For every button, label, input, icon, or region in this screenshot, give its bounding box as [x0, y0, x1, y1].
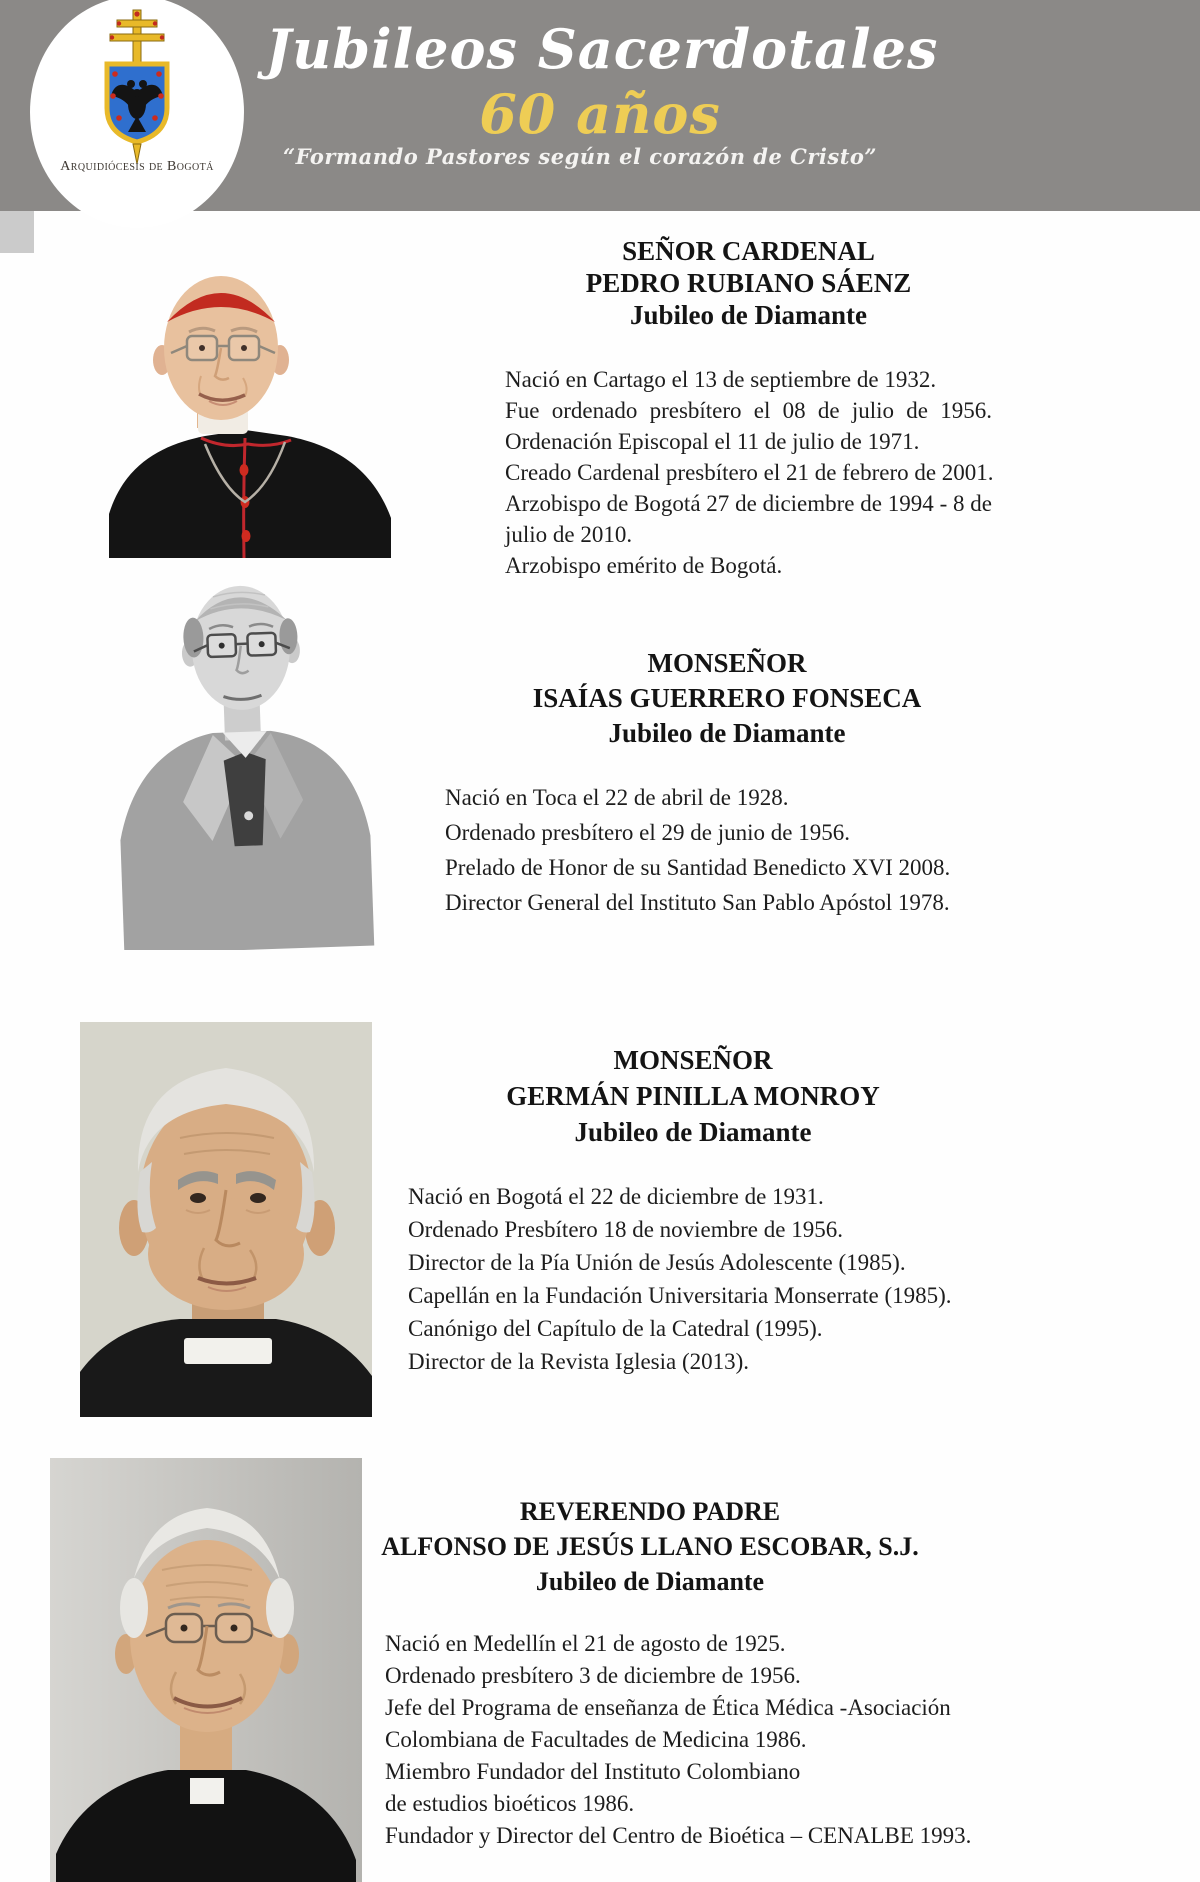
page-quote: “Formando Pastores según el corazón de Cristo” [283, 144, 877, 169]
bio-line: Fundador y Director del Centro de Bioética – CENALBE 1993. [385, 1823, 972, 1848]
bio-line: Director de la Pía Unión de Jesús Adolescente (1985). [408, 1250, 906, 1275]
title-line: MONSEÑOR [647, 648, 807, 678]
title-line: Jubileo de Diamante [608, 718, 846, 748]
bio-line: Prelado de Honor de su Santidad Benedicto XVI 2008. [445, 855, 951, 880]
photo-german-pinilla-monroy [80, 1022, 372, 1417]
bio-line: Fue ordenado presbítero el 08 de julio de 1956. [505, 398, 992, 423]
corner-accent [0, 211, 34, 253]
title-line: Jubileo de Diamante [629, 300, 867, 330]
section-title [467, 646, 987, 751]
title-line: GERMÁN PINILLA MONROY [506, 1081, 880, 1111]
title-line: REVERENDO PADRE [519, 1497, 781, 1526]
bio-line: Arzobispo de Bogotá 27 de diciembre de 1994 - 8 de [505, 491, 992, 516]
title-line: Jubileo de Diamante [574, 1117, 812, 1147]
bio-line: Miembro Fundador del Instituto Colombiano [385, 1759, 801, 1784]
bio-line: Capellán en la Fundación Universitaria Monserrate (1985). [408, 1283, 952, 1308]
title-line: ISAÍAS GUERRERO FONSECA [532, 683, 922, 713]
bio-line: Nació en Bogotá el 22 de diciembre de 1931. [408, 1184, 824, 1209]
bio-line: Creado Cardenal presbítero el 21 de febrero de 2001. [505, 460, 994, 485]
section-bio [385, 1628, 985, 1852]
bio-line: Jefe del Programa de enseñanza de Ética Médica -Asociación [385, 1695, 951, 1720]
section-title [433, 1042, 953, 1150]
coat-of-arms-icon [67, 6, 207, 166]
title-line: Jubileo de Diamante [535, 1567, 765, 1596]
bio-line: Arzobispo emérito de Bogotá. [505, 553, 783, 578]
bio-line: Ordenación Episcopal el 11 de julio de 1971. [505, 429, 920, 454]
section-title [505, 235, 992, 331]
section-bio [408, 1180, 968, 1378]
bio-line: Ordenado Presbítero 18 de noviembre de 1956. [408, 1217, 843, 1242]
title-line: ALFONSO DE JESÚS LLANO ESCOBAR, S.J. [381, 1532, 919, 1561]
page-title: Jubileos Sacerdotales [265, 17, 939, 81]
bio-line: Director General del Instituto San Pablo Apóstol 1978. [445, 890, 950, 915]
photo-alfonso-llano-escobar [50, 1458, 362, 1882]
bio-line: Colombiana de Facultades de Medicina 1986. [385, 1727, 807, 1752]
section-bio [445, 780, 985, 920]
logo-caption: Arquidiócesis de Bogotá [60, 159, 214, 174]
bio-line: Ordenado presbítero 3 de diciembre de 1956. [385, 1663, 801, 1688]
bio-line: julio de 2010. [505, 522, 633, 547]
bio-line: Nació en Cartago el 13 de septiembre de 1932. [505, 367, 937, 392]
bio-line: Director de la Revista Iglesia (2013). [408, 1349, 750, 1374]
logo-circle [30, 0, 244, 228]
bio-line: Nació en Toca el 22 de abril de 1928. [445, 785, 789, 810]
title-line: SEÑOR CARDENAL [622, 236, 875, 266]
title-line: MONSEÑOR [613, 1045, 773, 1075]
bio-line: Nació en Medellín el 21 de agosto de 1925. [385, 1631, 786, 1656]
bio-line: de estudios bioéticos 1986. [385, 1791, 635, 1816]
page-subtitle: 60 años [479, 82, 721, 146]
photo-isaias-guerrero-fonseca [105, 500, 375, 950]
bio-line: Ordenado presbítero el 29 de junio de 1956. [445, 820, 850, 845]
title-line: PEDRO RUBIANO SÁENZ [585, 268, 912, 298]
bio-line: Canónigo del Capítulo de la Catedral (1995). [408, 1316, 823, 1341]
section-bio [505, 364, 992, 581]
section-title [370, 1494, 930, 1599]
